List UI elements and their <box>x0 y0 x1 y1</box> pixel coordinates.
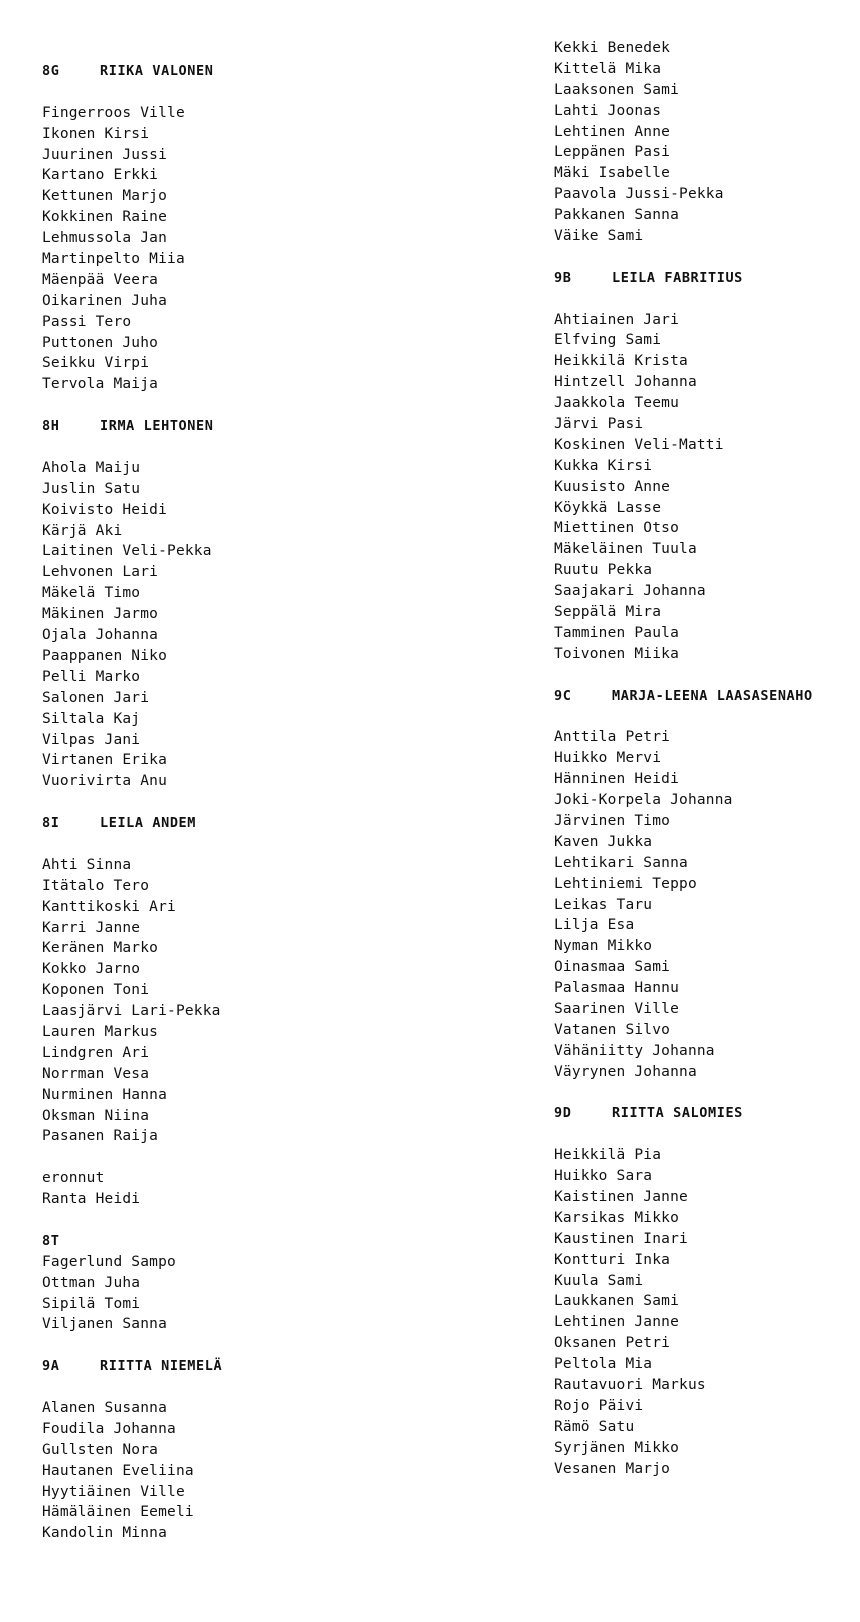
resigned-list <box>42 1189 222 1210</box>
class-code: 8G <box>42 63 60 79</box>
student-name: Joki-Korpela Johanna <box>554 792 733 809</box>
student-name: Jaakkola Teemu <box>554 395 680 412</box>
student-name: Lehtinen Anne <box>554 123 671 140</box>
student-name: Heikkilä Pia <box>554 1147 662 1164</box>
student-name: Nurminen Hanna <box>42 1086 168 1103</box>
student-name: Itätalo Tero <box>42 877 150 894</box>
class-header-8i <box>42 813 222 834</box>
teacher-name: MARJA-LEENA LAASASENAHO <box>612 687 813 704</box>
student-name: Huikko Sara <box>554 1168 653 1185</box>
student-name: Järvi Pasi <box>554 416 644 433</box>
student-name: Paappanen Niko <box>42 647 168 664</box>
class-code: 8I <box>42 815 60 832</box>
student-name: Kittelä Mika <box>554 60 662 77</box>
class-header-8t <box>42 1231 222 1252</box>
student-name: Ahti Sinna <box>42 856 132 873</box>
teacher-name: LEILA ANDEM <box>100 815 197 832</box>
student-name: Koivisto Heidi <box>42 501 168 518</box>
student-name: Puttonen Juho <box>42 334 159 351</box>
student-name: Koponen Toni <box>42 982 150 999</box>
student-name: Pakkanen Sanna <box>554 207 680 224</box>
student-name: Gullsten Nora <box>42 1441 159 1458</box>
student-name: Rautavuori Markus <box>554 1377 706 1393</box>
student-name: Koskinen Veli-Matti <box>554 436 724 453</box>
student-name: Pelli Marko <box>42 668 141 685</box>
student-list-9d <box>554 1145 813 1479</box>
student-name: Syrjänen Mikko <box>554 1439 680 1456</box>
student-name: Siltala Kaj <box>42 710 141 727</box>
class-code: 8H <box>42 418 60 435</box>
student-name: Saarinen Ville <box>554 1000 680 1017</box>
student-name: Lehtikari Sanna <box>554 854 688 871</box>
student-name: Kekki Benedek <box>554 40 671 56</box>
student-name: Paavola Jussi-Pekka <box>554 186 724 203</box>
student-name: Vuorivirta Anu <box>42 773 168 790</box>
student-name: Kanttikoski Ari <box>42 898 176 915</box>
student-name: Järvinen Timo <box>554 812 671 829</box>
student-name: Laasjärvi Lari-Pekka <box>42 1003 221 1020</box>
student-list-9b <box>554 310 813 665</box>
student-name: Ottman Juha <box>42 1274 141 1291</box>
student-name: Laitinen Veli-Pekka <box>42 543 212 560</box>
student-name: Ojala Johanna <box>42 627 159 644</box>
student-name: Köykkä Lasse <box>554 499 662 516</box>
student-name: Kuula Sami <box>554 1272 644 1289</box>
student-name: Salonen Jari <box>42 689 150 706</box>
student-name: Pasanen Raija <box>42 1128 159 1145</box>
student-name: Hämäläinen Eemeli <box>42 1504 194 1521</box>
student-list-9c <box>554 727 813 1082</box>
student-name: Leikas Taru <box>554 896 653 913</box>
student-name: Oksman Niina <box>42 1107 150 1124</box>
student-name: Ikonen Kirsi <box>42 125 150 142</box>
student-name: Sipilä Tomi <box>42 1295 141 1312</box>
student-name: Kandolin Minna <box>42 1525 168 1542</box>
student-name: Oinasmaa Sami <box>554 959 671 976</box>
student-name: Seikku Virpi <box>42 355 150 372</box>
student-name: Kokkinen Raine <box>42 209 168 226</box>
student-name: Lilja Esa <box>554 917 635 934</box>
student-list-9a <box>42 1398 222 1544</box>
class-code: 9A <box>42 1358 60 1375</box>
student-name: Foudila Johanna <box>42 1420 176 1437</box>
class-code: 9B <box>554 269 572 286</box>
student-name: Tervola Maija <box>42 376 159 393</box>
student-list-8i <box>42 855 222 1147</box>
student-list-9a-continued <box>554 38 813 247</box>
student-name: Saajakari Johanna <box>554 583 706 600</box>
student-name: Lehtinen Janne <box>554 1314 680 1331</box>
class-header-9a <box>42 1356 222 1377</box>
student-name: Kärjä Aki <box>42 522 123 539</box>
student-name: Kontturi Inka <box>554 1251 671 1268</box>
student-name: Oksanen Petri <box>554 1335 671 1352</box>
class-code: 9C <box>554 687 572 704</box>
student-name: Heikkilä Krista <box>554 353 688 370</box>
student-name: Vesanen Marjo <box>554 1460 671 1477</box>
student-name: Alanen Susanna <box>42 1400 168 1416</box>
student-name: Anttila Petri <box>554 729 671 746</box>
student-name: Väyrynen Johanna <box>554 1063 697 1080</box>
student-list-8g <box>42 103 222 395</box>
student-name: Hintzell Johanna <box>554 374 697 391</box>
class-header-9c <box>554 686 813 707</box>
class-header-8h <box>42 416 222 437</box>
student-list-8h <box>42 458 222 792</box>
class-header-9d <box>554 1103 813 1124</box>
student-name: Mäkelä Timo <box>42 585 141 602</box>
student-name: Norrman Vesa <box>42 1065 150 1082</box>
student-name: Juurinen Jussi <box>42 146 168 163</box>
teacher-name: IRMA LEHTONEN <box>100 418 214 435</box>
student-name: Juslin Satu <box>42 480 141 497</box>
student-name: Lauren Markus <box>42 1023 159 1040</box>
student-name: Kuusisto Anne <box>554 478 671 495</box>
student-name: Hänninen Heidi <box>554 771 680 788</box>
student-name: Tamminen Paula <box>554 624 680 641</box>
student-list-8t <box>42 1252 222 1336</box>
class-header-9b <box>554 268 813 289</box>
student-name: Karri Janne <box>42 919 141 936</box>
student-name: Vähäniitty Johanna <box>554 1042 715 1059</box>
student-name: Kaven Jukka <box>554 833 653 850</box>
student-name: Toivonen Miika <box>554 645 680 662</box>
class-code: 9D <box>554 1105 572 1122</box>
student-name: Passi Tero <box>42 313 132 330</box>
student-name: Lehmussola Jan <box>42 230 168 247</box>
student-name: Leppänen Pasi <box>554 144 671 161</box>
student-name: Ahtiainen Jari <box>554 311 680 328</box>
student-name: Vilpas Jani <box>42 731 141 748</box>
teacher-name: LEILA FABRITIUS <box>612 269 743 286</box>
student-name: Elfving Sami <box>554 332 662 349</box>
student-name: Palasmaa Hannu <box>554 980 680 997</box>
student-name: Fingerroos Ville <box>42 104 185 121</box>
student-name: Lahti Joonas <box>554 102 662 119</box>
student-name: Nyman Mikko <box>554 938 653 955</box>
student-name: Kaustinen Inari <box>554 1230 688 1247</box>
student-name: Karsikas Mikko <box>554 1209 680 1226</box>
student-name: Peltola Mia <box>554 1356 653 1373</box>
student-name: Miettinen Otso <box>554 520 680 537</box>
student-name: Ranta Heidi <box>42 1191 141 1208</box>
student-name: Keränen Marko <box>42 940 159 957</box>
student-name: Fagerlund Sampo <box>42 1253 176 1270</box>
student-name: Ahola Maiju <box>42 459 141 476</box>
student-name: Huikko Mervi <box>554 750 662 767</box>
student-name: Laukkanen Sami <box>554 1293 680 1310</box>
student-name: Kukka Kirsi <box>554 457 653 474</box>
student-name: Seppälä Mira <box>554 604 662 621</box>
student-name: Laaksonen Sami <box>554 81 680 98</box>
student-name: Mäki Isabelle <box>554 165 671 182</box>
student-name: Viljanen Sanna <box>42 1316 168 1333</box>
right-column <box>554 38 813 1479</box>
left-column <box>42 61 222 1544</box>
resigned-note: eronnut <box>42 1170 105 1187</box>
teacher-name: RIITTA NIEMELÄ <box>100 1358 223 1375</box>
student-name: Lehvonen Lari <box>42 564 159 581</box>
student-name: Lehtiniemi Teppo <box>554 875 697 892</box>
student-name: Virtanen Erika <box>42 752 168 769</box>
class-code: 8T <box>42 1232 60 1249</box>
student-name: Hyytiäinen Ville <box>42 1483 185 1500</box>
student-name: Kaistinen Janne <box>554 1188 688 1205</box>
student-name: Ruutu Pekka <box>554 562 653 579</box>
student-name: Mäkinen Jarmo <box>42 606 159 623</box>
student-name: Hautanen Eveliina <box>42 1462 194 1479</box>
teacher-name: RIIKA VALONEN <box>100 63 214 79</box>
student-name: Rojo Päivi <box>554 1397 644 1414</box>
student-name: Rämö Satu <box>554 1418 635 1435</box>
student-name: Vatanen Silvo <box>554 1021 671 1038</box>
student-name: Mäkeläinen Tuula <box>554 541 697 558</box>
student-name: Kartano Erkki <box>42 167 159 184</box>
student-name: Lindgren Ari <box>42 1044 150 1061</box>
teacher-name: RIITTA SALOMIES <box>612 1105 743 1122</box>
class-header-8g <box>42 61 222 82</box>
student-name: Oikarinen Juha <box>42 292 168 309</box>
student-name: Väike Sami <box>554 228 644 245</box>
student-name: Kettunen Marjo <box>42 188 168 205</box>
student-name: Kokko Jarno <box>42 961 141 978</box>
student-name: Mäenpää Veera <box>42 271 159 288</box>
student-name: Martinpelto Miia <box>42 251 185 268</box>
